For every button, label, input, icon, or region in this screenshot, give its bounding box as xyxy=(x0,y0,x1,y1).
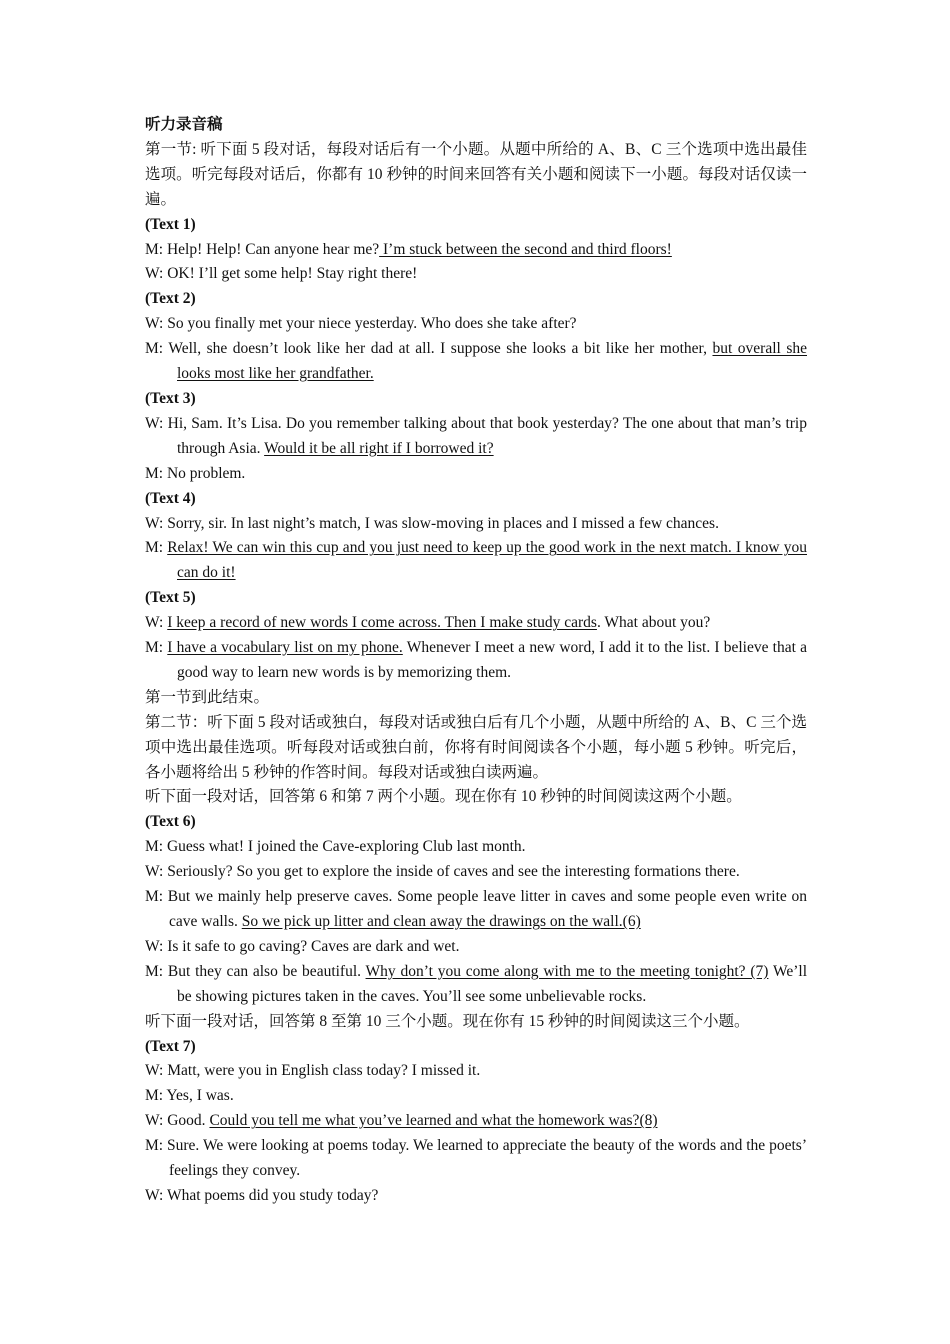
dialogue-text: M: Well, she doesn’t look like her dad at all. I suppose she looks a bit like her mother, xyxy=(145,340,713,358)
text-3-line-1 xyxy=(145,412,807,462)
questions-8-10-instructions: 听下面一段对话，回答第 8 至第 10 三个小题。现在你有 15 秒钟的时间阅读这三个小题。 xyxy=(145,1012,750,1030)
section-2-instructions: 第二节：听下面 5 段对话或独白，每段对话或独白后有几个小题，从题中所给的 A、B、C 三个选项中选出最佳选项。听每段对话或独白前，你将有时间阅读各个小题，每小题 5 秒钟。听完后，各小题将给出 5 秒钟的作答时间。每段对话或独白读两遍。 xyxy=(145,713,807,781)
text-7-line-5: W: What poems did you study today? xyxy=(145,1186,379,1204)
text-1-heading: (Text 1) xyxy=(145,215,196,233)
text-6-heading: (Text 6) xyxy=(145,813,196,831)
text-3-line-2: M: No problem. xyxy=(145,464,246,482)
text-1-line-2: W: OK! I’ll get some help! Stay right there! xyxy=(145,265,418,283)
underlined-answer: I have a vocabulary list on my phone. xyxy=(167,639,403,657)
dialogue-text: Whenever I meet a new word, I add it to the list. I believe that a good way to learn new words is by memorizing them. xyxy=(177,639,807,681)
document-title: 听力录音稿 xyxy=(145,116,223,133)
dialogue-text: M: xyxy=(145,539,168,557)
dialogue-text: M: But they can also be beautiful. xyxy=(145,962,366,980)
underlined-answer: Could you tell me what you’ve learned and what the homework was?(8) xyxy=(209,1112,658,1130)
text-6-line-2: W: Seriously? So you get to explore the inside of caves and see the interesting formations there. xyxy=(145,863,740,881)
underlined-answer: Would it be all right if I borrowed it? xyxy=(264,439,494,457)
text-7-line-1: W: Matt, were you in English class today? I missed it. xyxy=(145,1062,481,1080)
text-6-line-5 xyxy=(145,960,807,1010)
text-5-line-2 xyxy=(145,636,807,686)
text-5-heading: (Text 5) xyxy=(145,589,196,607)
text-7-line-4: M: Sure. We were looking at poems today. We learned to appreciate the beauty of the words and the poets’ feelings they convey. xyxy=(145,1137,807,1180)
dialogue-text: W: xyxy=(145,614,168,632)
text-2-line-1: W: So you finally met your niece yesterday. Who does she take after? xyxy=(145,315,577,333)
underlined-answer: Relax! We can win this cup and you just need to keep up the good work in the next match. I know you can do it! xyxy=(167,539,807,582)
text-7-line-3 xyxy=(145,1109,807,1134)
text-4-heading: (Text 4) xyxy=(145,489,196,507)
text-4-line-2 xyxy=(145,536,807,586)
text-6-line-3 xyxy=(145,885,807,935)
underlined-answer: Why don’t you come along with me to the meeting tonight? (7) xyxy=(365,962,769,980)
text-7-heading: (Text 7) xyxy=(145,1037,196,1055)
dialogue-text: W: Hi, Sam. It’s Lisa. Do you remember talking about that book yesterday? The one about that man’s trip through Asia. xyxy=(145,414,807,457)
dialogue-text: We’ll be showing pictures taken in the caves. You’ll see some unbelievable rocks. xyxy=(177,962,807,1005)
text-1-line-1 xyxy=(145,238,807,263)
text-2-heading: (Text 2) xyxy=(145,290,196,308)
dialogue-text: M: Help! Help! Can anyone hear me? xyxy=(145,240,380,258)
underlined-answer: but overall she looks most like her grandfather. xyxy=(177,340,807,383)
text-6-line-4: W: Is it safe to go caving? Caves are dark and wet. xyxy=(145,937,460,955)
text-7-line-2: M: Yes, I was. xyxy=(145,1087,234,1105)
underlined-answer: I’m stuck between the second and third floors! xyxy=(379,240,672,258)
text-3-heading: (Text 3) xyxy=(145,389,196,407)
dialogue-text: M: But we mainly help preserve caves. Some people leave litter in caves and some people even write on cave walls. xyxy=(145,888,807,930)
dialogue-text: W: Good. xyxy=(145,1112,210,1130)
text-2-line-2 xyxy=(145,337,807,387)
dialogue-text: M: xyxy=(145,639,168,657)
dialogue-text: . What about you? xyxy=(596,614,711,632)
underlined-answer: I keep a record of new words I come across. Then I make study cards xyxy=(167,614,597,632)
underlined-answer: So we pick up litter and clean away the drawings on the wall.(6) xyxy=(241,913,641,930)
text-5-line-1 xyxy=(145,611,807,636)
section-1-end: 第一节到此结束。 xyxy=(145,688,270,706)
section-1-instructions: 第一节: 听下面 5 段对话，每段对话后有一个小题。从题中所给的 A、B、C 三个选项中选出最佳选项。听完每段对话后，你都有 10 秒钟的时间来回答有关小题和阅读下一小题。每段对话仅读一遍。 xyxy=(145,140,807,208)
text-6-line-1: M: Guess what! I joined the Cave-exploring Club last month. xyxy=(145,838,526,856)
listening-transcript-document xyxy=(145,113,807,1209)
questions-6-7-instructions: 听下面一段对话，回答第 6 和第 7 两个小题。现在你有 10 秒钟的时间阅读这两个小题。 xyxy=(145,788,742,806)
text-4-line-1: W: Sorry, sir. In last night’s match, I was slow-moving in places and I missed a few chances. xyxy=(145,514,719,532)
